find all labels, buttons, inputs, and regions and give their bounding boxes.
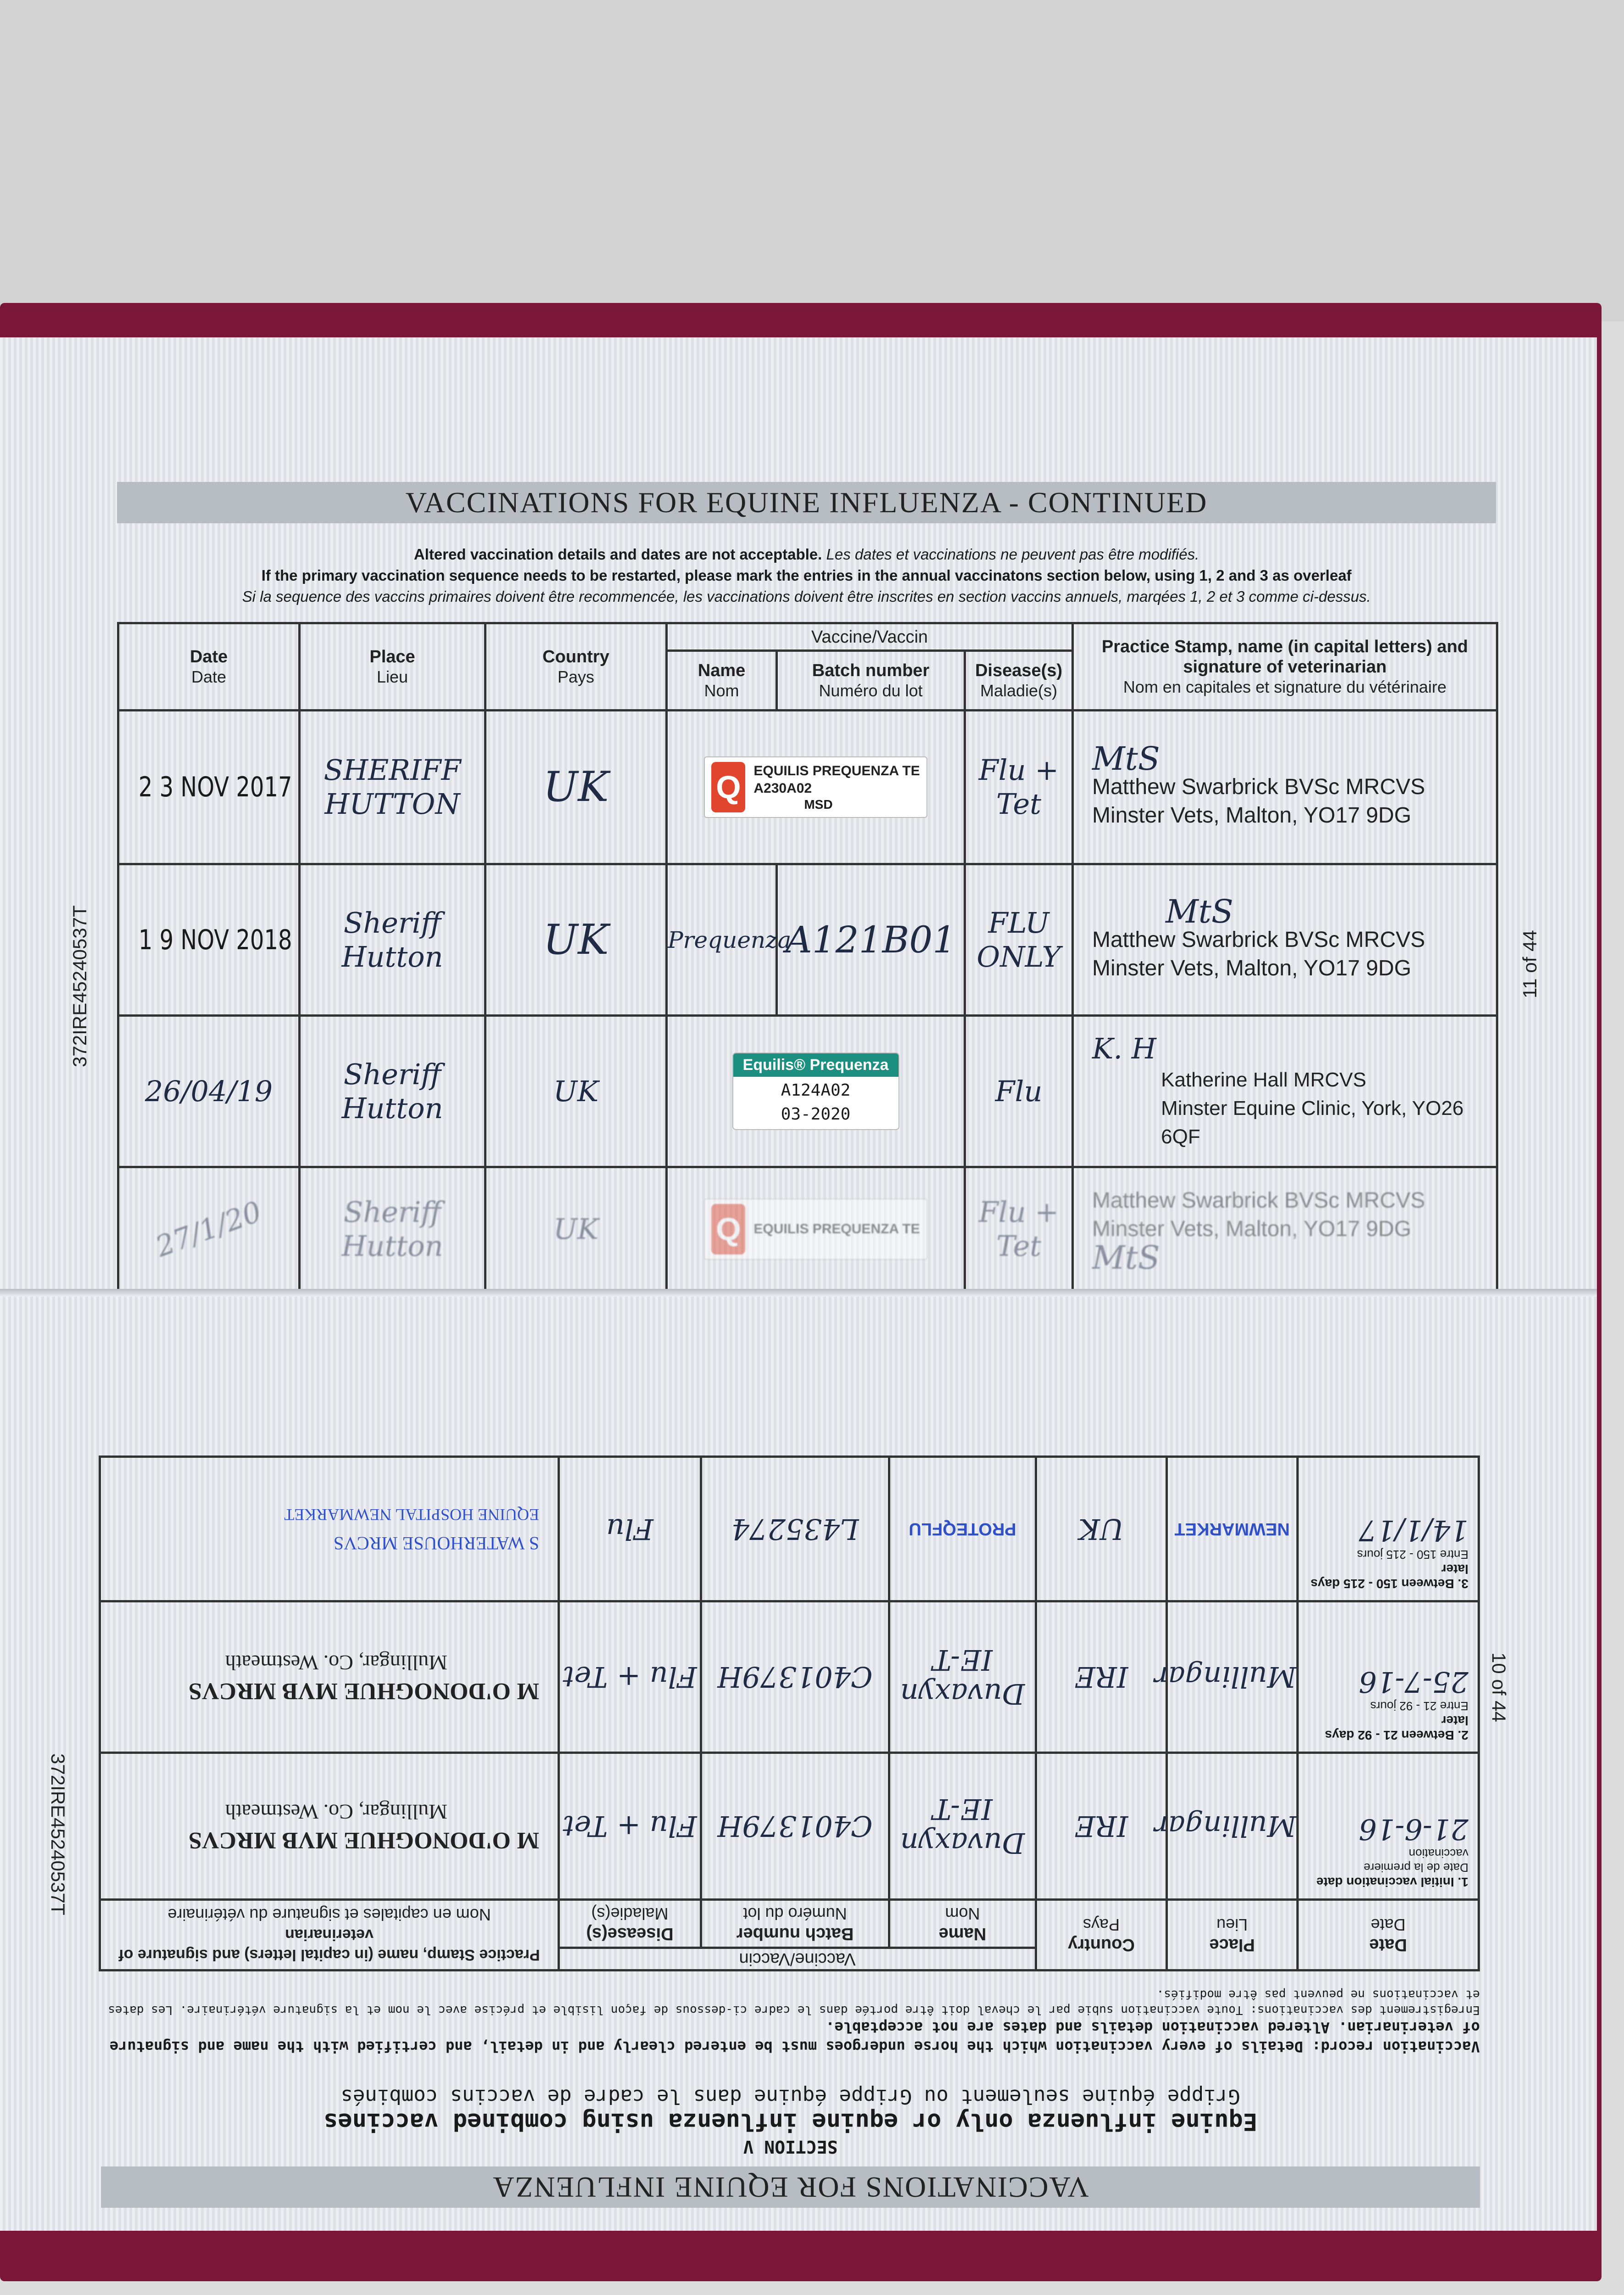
q-logo-icon: Q (711, 1204, 745, 1254)
instruction-restart-fr: Si la sequence des vaccins primaires doivent être recommencée, les vaccinations doivent être inscrites en section vaccins annuels, marqées 1, 2 et 3 comme ci-dessus. (242, 588, 1371, 605)
sticker-name: EQUILIS PREQUENZA TE (753, 1221, 920, 1237)
disease-cell: FLU ONLY (965, 864, 1073, 1016)
date-cell: 2 3 NOV 2017 (118, 711, 300, 864)
header-vaccine: Vaccine/Vaccin (667, 623, 1073, 651)
vet-name: Matthew Swarbrick BVSc MRCVS (1092, 1188, 1425, 1213)
table-row (118, 1167, 1497, 1291)
place-cell: Mullingar (1167, 1601, 1298, 1753)
header-place: Place Lieu (1167, 1900, 1298, 1970)
place-cell: Sheriff Hutton (300, 1167, 486, 1291)
disease-cell: Flu + Tet (965, 1167, 1073, 1291)
vet-stamp: M O'DONOGHUE MVB MRCVS (188, 1678, 539, 1705)
vet-stamp: M O'DONOGHUE MVB MRCVS (188, 1827, 539, 1854)
header-date: Date Date (118, 623, 300, 711)
vaccine-sticker-cell (667, 711, 965, 864)
signature: K. H (1092, 1031, 1156, 1065)
page-title: VACCINATIONS FOR EQUINE INFLUENZA (492, 2171, 1089, 2204)
page-11 (0, 337, 1597, 1297)
vaccine-sticker (704, 756, 927, 818)
disease-cell: Flu + Tet (559, 1753, 701, 1900)
sticker-batch: A124A02 (781, 1081, 851, 1100)
disease-cell: Flu + Tet (965, 711, 1073, 864)
vaccination-table-continued (117, 622, 1498, 1292)
instruction-restart: If the primary vaccination sequence needs to be restarted, please mark the entries in the annual vaccinatons section below, using 1, 2 and 3 as overleaf (261, 567, 1352, 584)
header-stamp: Practice Stamp, name (in capital letters) and signature of veterinarian Nom en capitales et signature du vétérinaire (1073, 623, 1497, 711)
vet-stamp: S WATERHOUSE MRCVS (333, 1533, 539, 1554)
country-cell: UK (486, 864, 667, 1016)
batch-cell: C401379H (701, 1753, 889, 1900)
table-row (118, 711, 1497, 864)
header-batch: Batch number Numéro du lot (701, 1900, 889, 1948)
side-number: 372IRE45240537T (69, 905, 90, 1067)
msd-logo: MSD (804, 797, 833, 812)
country-cell: IRE (1036, 1753, 1167, 1900)
page-10-rotated-content (0, 1297, 1597, 2231)
record-text: Vaccination record: Details of every vaccination which the horse undergoes must be entered clearly and in detail, and certified with the name and signature of veterinarian. Altered vaccination details and dates are not acceptable. (109, 2019, 1480, 2055)
vet-stamp-address: Mullingar, Co. Westmeath (225, 1800, 447, 1824)
instruction-altered-fr: Les dates et vaccinations ne peuvent pas être modifiés. (822, 546, 1200, 563)
date-cell: 26/04/19 (118, 1016, 300, 1167)
table-row (100, 1753, 1479, 1900)
vet-cell (1073, 864, 1497, 1016)
vet-cell (1073, 1016, 1497, 1167)
header-country: Country Pays (486, 623, 667, 711)
header-country: Country Pays (1036, 1900, 1167, 1970)
batch-cell: L435274 (701, 1457, 889, 1601)
page-title-banner (101, 2166, 1480, 2208)
place-cell: Sheriff Hutton (300, 1016, 486, 1167)
sticker-name: EQUILIS PREQUENZA TE (753, 763, 920, 778)
page-title-banner (117, 482, 1496, 523)
table-row (118, 1016, 1497, 1167)
country-cell: UK (486, 711, 667, 864)
place-cell: SHERIFF HUTTON (300, 711, 486, 864)
vet-name: Katherine Hall MRCVS (1161, 1068, 1367, 1091)
name-cell: Prequenza (667, 864, 777, 1016)
header-disease: Disease(s) Maladie(s) (559, 1900, 701, 1948)
header-name: Name Nom (889, 1900, 1036, 1948)
vet-address: Minster Vets, Malton, YO17 9DG (1092, 803, 1412, 828)
date-cell: 3. Between 150 - 215 days later Entre 150 - 215 jours 14/1/17 (1298, 1457, 1479, 1601)
vet-address: Minster Vets, Malton, YO17 9DG (1092, 956, 1412, 980)
disease-cell: Flu (559, 1457, 701, 1601)
side-number: 372IRE45240537T (47, 1753, 69, 1915)
page-title: VACCINATIONS FOR EQUINE INFLUENZA - CONTINUED (405, 486, 1208, 519)
table-row (100, 1601, 1479, 1753)
page-10 (0, 1297, 1597, 2231)
header-disease: Disease(s) Maladie(s) (965, 651, 1073, 711)
q-logo-icon: Q (711, 762, 745, 812)
section-subtitle-fr: Grippe équine seulement ou Grippe équine dans le cadre de vaccins combinés (340, 2085, 1240, 2108)
vet-stamp-cell (100, 1753, 559, 1900)
date-cell: 1. Initial vaccination date Date de la premiere vaccination 21-6-16 (1298, 1753, 1479, 1900)
section-heading (101, 2086, 1480, 2157)
vet-stamp-address: Mullingar, Co. Westmeath (225, 1651, 447, 1675)
signature: MtS (1166, 892, 1233, 930)
date-cell: 2. Between 21 - 92 days later Entre 21 - 92 jours 25-7-16 (1298, 1601, 1479, 1753)
page-number: 10 of 44 (1488, 1652, 1510, 1722)
header-date: Date Date (1298, 1900, 1479, 1970)
vet-stamp-cell (100, 1457, 559, 1601)
disease-cell: Flu + Tet (559, 1601, 701, 1753)
page-number: 11 of 44 (1519, 930, 1540, 998)
record-text-fr: Enregistrement des vaccinations: Toute vaccination subie par le cheval doit être portée dans le cadre ci-dessous de façon lisible et précise avec le nom et la signature vétérinaire. Les dates et vaccinations ne peuvent pas être modifiés. (108, 1987, 1480, 2017)
name-cell: Duvaxyn IE-T (889, 1601, 1036, 1753)
place-cell: NEWMARKET (1167, 1457, 1298, 1601)
vaccine-sticker (732, 1052, 899, 1130)
vaccination-table-section-v (99, 1455, 1480, 1971)
sticker-expiry: 03-2020 (781, 1105, 851, 1124)
vet-address: Minster Equine Clinic, York, YO26 6QF (1161, 1097, 1464, 1148)
header-vaccine: Vaccine/Vaccin (559, 1948, 1036, 1970)
vet-stamp-address: EQUINE HOSPITAL NEWMARKET (284, 1506, 539, 1524)
vet-stamp-cell (100, 1601, 559, 1753)
place-cell: Mullingar (1167, 1753, 1298, 1900)
place-cell: Sheriff Hutton (300, 864, 486, 1016)
date-cell: 1 9 NOV 2018 (118, 864, 300, 1016)
vaccine-sticker (704, 1198, 927, 1260)
disease-cell: Flu (965, 1016, 1073, 1167)
country-cell: IRE (1036, 1601, 1167, 1753)
country-cell: UK (486, 1016, 667, 1167)
instructions (117, 544, 1496, 607)
name-cell: PROTEQFLU (889, 1457, 1036, 1601)
section-label: SECTION V (743, 2137, 838, 2157)
signature: MtS (1092, 740, 1160, 778)
header-place: Place Lieu (300, 623, 486, 711)
signature: MtS (1092, 1238, 1160, 1276)
vet-cell (1073, 1167, 1497, 1291)
sticker-batch: A230A02 (753, 781, 812, 796)
vet-name: Matthew Swarbrick BVSc MRCVS (1092, 775, 1425, 799)
header-name: Name Nom (667, 651, 777, 711)
batch-cell: C401379H (701, 1601, 889, 1753)
name-cell: Duvaxyn IE-T (889, 1753, 1036, 1900)
vet-cell (1073, 711, 1497, 864)
header-stamp: Practice Stamp, name (in capital letters) and signature of veterinarian Nom en capitales et signature du vétérinaire (100, 1900, 559, 1970)
scanner-background (0, 0, 1624, 321)
date-cell: 27/1/20 (118, 1167, 300, 1291)
table-row (118, 864, 1497, 1016)
vaccine-sticker-cell (667, 1016, 965, 1167)
table-row (100, 1457, 1479, 1601)
section-subtitle: Equine influenza only or equine influenza using combined vaccines (324, 2108, 1257, 2135)
country-cell: UK (486, 1167, 667, 1291)
country-cell: UK (1036, 1457, 1167, 1601)
vaccine-sticker-cell (667, 1167, 965, 1291)
batch-cell: A121B01 (777, 864, 965, 1016)
record-instructions (101, 1987, 1480, 2056)
vet-name: Matthew Swarbrick BVSc MRCVS (1092, 927, 1425, 952)
vet-address: Minster Vets, Malton, YO17 9DG (1092, 1216, 1412, 1241)
sticker-title: Equilis® Prequenza (733, 1053, 899, 1077)
instruction-altered: Altered vaccination details and dates are not acceptable. (413, 546, 822, 563)
header-batch: Batch number Numéro du lot (777, 651, 965, 711)
